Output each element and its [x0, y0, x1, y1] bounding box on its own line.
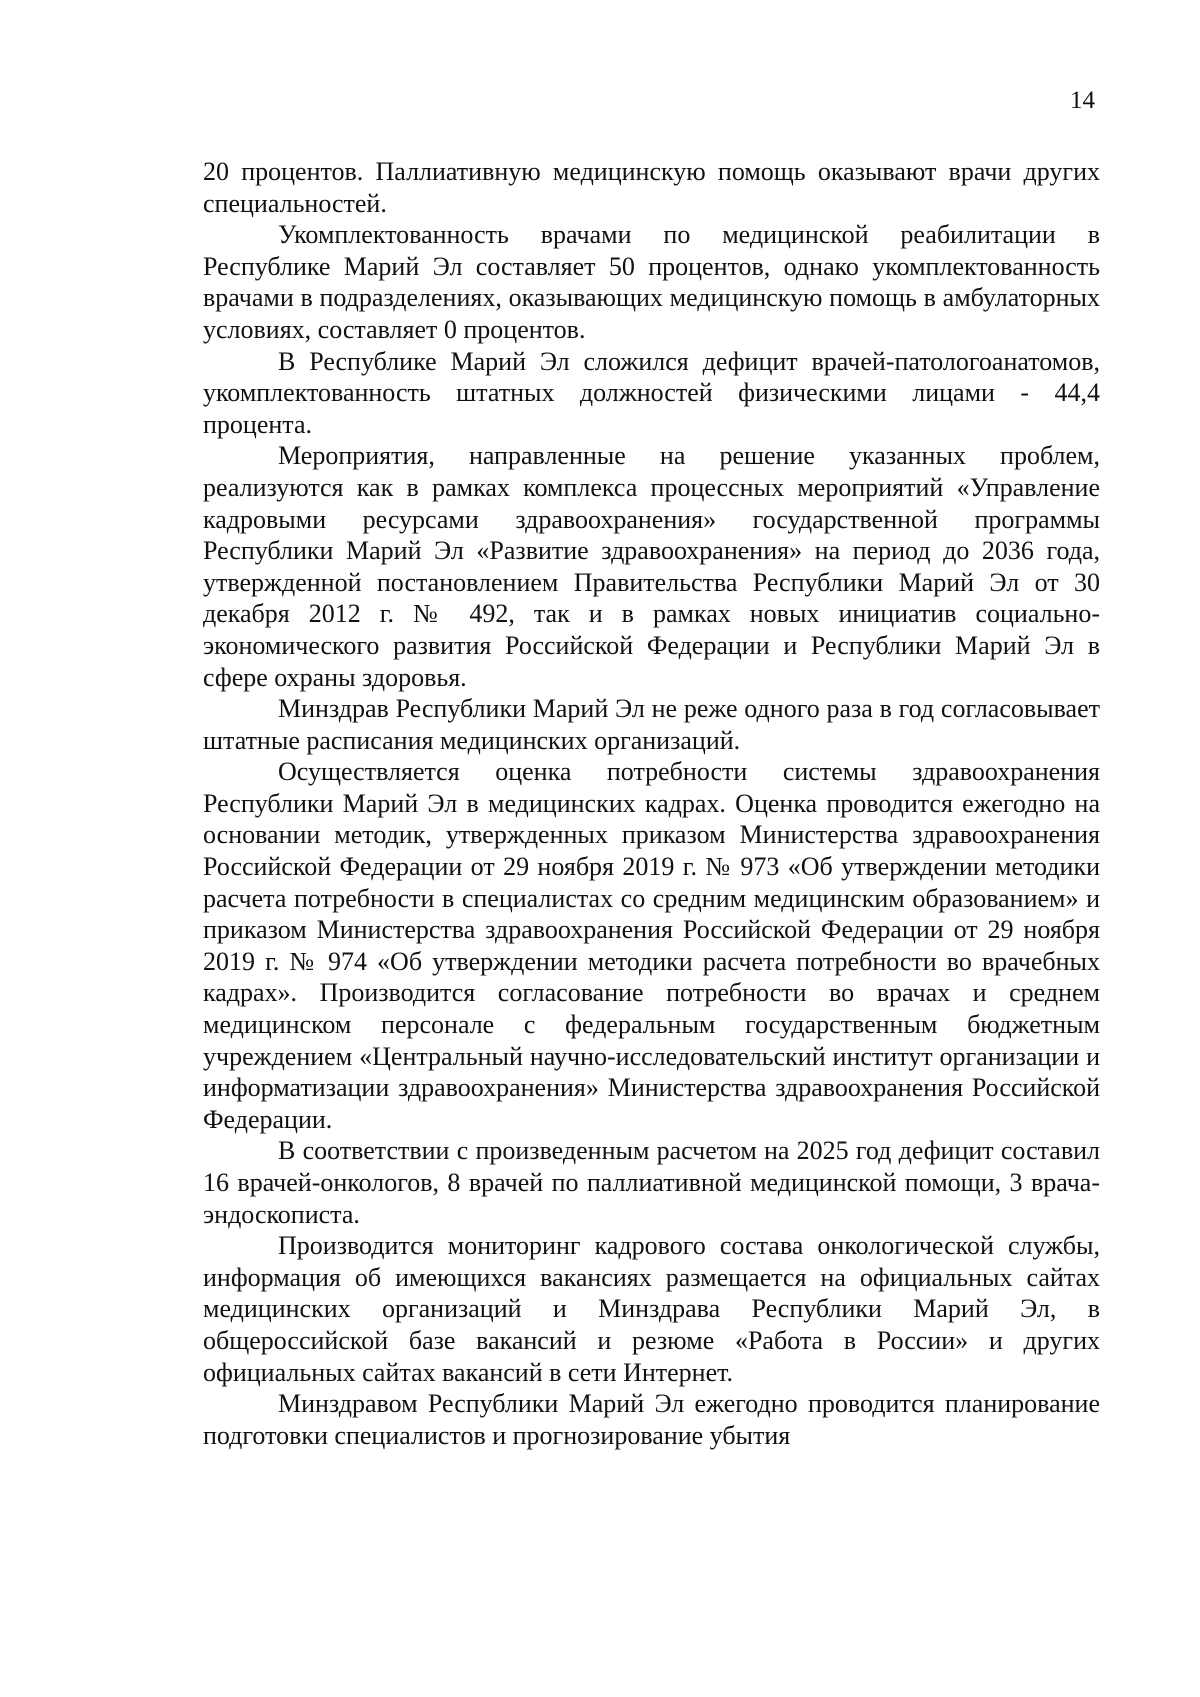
page-number: 14: [1070, 87, 1095, 114]
document-body: [203, 156, 1100, 1451]
paragraph-vacancy-monitoring: Производится мониторинг кадрового состава онкологической службы, информация об имеющихся вакансиях размещается на официальных сайтах медицинских организаций и Минздрава Республики Марий Эл, в общероссийской базе вакансий и резюме «Работа в России» и других официальных сайтах вакансий в сети Интернет.: [203, 1231, 1100, 1387]
paragraph-continuation: 20 процентов. Паллиативную медицинскую помощь оказывают врачи других специальностей.: [203, 157, 1100, 218]
paragraph-rehabilitation-staffing: Укомплектованность врачами по медицинской реабилитации в Республике Марий Эл составляет 50 процентов, однако укомплектованность врачами в подразделениях, оказывающих медицинскую помощь в амбулаторных условиях, составляет 0 процентов.: [203, 220, 1100, 344]
paragraph-measures: Мероприятия, направленные на решение указанных проблем, реализуются как в рамках комплекса процессных мероприятий «Управление кадровыми ресурсами здравоохранения» государственной программы Республики Марий Эл «Развитие здравоохранения» на период до 2036 года, утвержденной постановлением Правительства Республики Марий Эл от 30 декабря 2012 г. № 492, так и в рамках новых инициатив социально-экономического развития Российской Федерации и Республики Марий Эл в сфере охраны здоровья.: [203, 441, 1100, 692]
paragraph-needs-assessment: Осуществляется оценка потребности системы здравоохранения Республики Марий Эл в медицинских кадрах. Оценка проводится ежегодно на основании методик, утвержденных приказом Министерства здравоохранения Российской Федерации от 29 ноября 2019 г. № 973 «Об утверждении методики расчета потребности в специалистах со средним медицинским образованием» и приказом Министерства здравоохранения Российской Федерации от 29 ноября 2019 г. № 974 «Об утверждении методики расчета потребности во врачебных кадрах». Производится согласование потребности во врачах и среднем медицинском персонале с федеральным государственным бюджетным учреждением «Центральный научно-исследовательский институт организации и информатизации здравоохранения» Министерства здравоохранения Российской Федерации.: [203, 757, 1100, 1134]
paragraph-deficit-2025: В соответствии с произведенным расчетом на 2025 год дефицит составил 16 врачей-онкологов, 8 врачей по паллиативной медицинской помощи, 3 врача-эндоскописта.: [203, 1136, 1100, 1229]
paragraph-pathologist-deficit: В Республике Марий Эл сложился дефицит врачей-патологоанатомов, укомплектованность штатных должностей физическими лицами - 44,4 процента.: [203, 346, 1100, 439]
paragraph-staff-schedules: Минздрав Республики Марий Эл не реже одного раза в год согласовывает штатные расписания медицинских организаций.: [203, 694, 1100, 755]
paragraph-training-planning: Минздравом Республики Марий Эл ежегодно проводится планирование подготовки специалистов и прогнозирование убытия: [203, 1389, 1100, 1450]
